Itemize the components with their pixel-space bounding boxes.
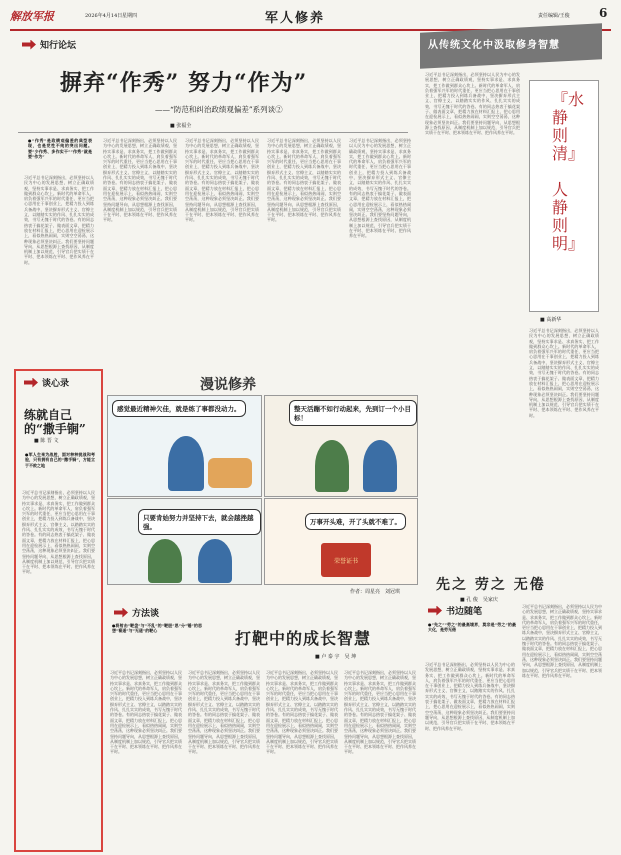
bookside-label: 书边随笔 <box>428 604 482 617</box>
talk-title: 练就自己的“撒手锏” <box>24 408 86 436</box>
section-title: 军人修养 <box>265 11 326 26</box>
side-title-box <box>529 80 599 312</box>
forum-mark-icon <box>22 40 36 50</box>
bookside-lead: ●“先之”“劳之”的最高境界，莫非是“劳之”的最大化，是劳无倦 <box>428 622 516 633</box>
cartoon-figure-3 <box>363 440 397 492</box>
forum-lead: ●“作秀”是政绩观偏差的典型表现，也是党性不纯的突出问题。要“少作秀、多作实干”“作秀”就是要“作为” <box>28 138 92 159</box>
bookside-author: ■ 孔 俊 吴家庆 <box>460 597 498 603</box>
cartoon-title: 漫说修养 <box>200 377 256 393</box>
page-number: 6 <box>599 6 608 20</box>
cartoon-figure-5 <box>198 539 232 583</box>
method-column-2: 习近平总书记深刻指出，必须坚持以人民为中心的发展思想，树立正确政绩观，坚持实事求是、求真务实，把工作做到群众心坎上。新时代的革命军人，肩负着强军兴军的时代重任，更应当把心思用在干事创业上，把精力投入到练兵备战中，坚决摒弃形式主义、官僚主义，以踏踏实实的作风、扎扎实实的成效，书写无愧于时代的答卷。有的同志热衷于搞花架子、做表面文章，把精力放在材料汇报上，把心思用在迎检展示上，看似热热闹闹，实则空空荡荡，这种现象必须坚决纠正。我们要坚持问题导向，从思想根源上查找原因，从制度机制上加以规范，引导官兵把实绩干在平时、把本领练在平时、把作风养在平时。 <box>188 670 260 755</box>
bookside-column-1: 习近平总书记深刻指出，必须坚持以人民为中心的发展思想，树立正确政绩观，坚持实事求是、求真务实，把工作做到群众心坎上。新时代的革命军人，肩负着强军兴军的时代重任，更应当把心思用在干事创业上，把精力投入到练兵备战中，坚决摒弃形式主义、官僚主义，以踏踏实实的作风、扎扎实实的成效，书写无愧于时代的答卷。有的同志热衷于搞花架子、做表面文章，把精力放在材料汇报上，把心思用在迎检展示上，看似热热闹闹，实则空空荡荡，这种现象必须坚决纠正。我们要坚持问题导向，从思想根源上查找原因，从制度机制上加以规范，引导官兵把实绩干在平时、把本领练在平时、把作风养在平时。 <box>425 662 515 731</box>
cartoon-panel-3 <box>107 498 262 585</box>
cartoon-bubble-3: 只要肯始努力并坚持下去，就会越挫越强。 <box>138 509 261 535</box>
side-title-2: 人静则明』 <box>552 180 585 253</box>
method-title: 打靶中的成长智慧 <box>235 629 372 648</box>
cartoon-sofa <box>208 458 252 488</box>
method-column-4: 习近平总书记深刻指出，必须坚持以人民为中心的发展思想，树立正确政绩观，坚持实事求是、求真务实，把工作做到群众心坎上。新时代的革命军人，肩负着强军兴军的时代重任，更应当把心思用在干事创业上，把精力投入到练兵备战中，坚决摒弃形式主义、官僚主义，以踏踏实实的作风、扎扎实实的成效，书写无愧于时代的答卷。有的同志热衷于搞花架子、做表面文章，把精力放在材料汇报上，把心思用在迎检展示上，看似热热闹闹，实则空空荡荡，这种现象必须坚决纠正。我们要坚持问题导向，从思想根源上查找原因，从制度机制上加以规范，引导官兵把实绩干在平时、把本领练在平时、把作风养在平时。 <box>344 670 416 755</box>
paper-name: 解放军报 <box>10 10 54 23</box>
forum-column-1: 习近平总书记深刻指出，必须坚持以人民为中心的发展思想，树立正确政绩观，坚持实事求是、求真务实，把工作做到群众心坎上。新时代的革命军人，肩负着强军兴军的时代重任，更应当把心思用在干事创业上，把精力投入到练兵备战中，坚决摒弃形式主义、官僚主义，以踏踏实实的作风、扎扎实实的成效，书写无愧于时代的答卷。有的同志热衷于搞花架子、做表面文章，把精力放在材料汇报上，把心思用在迎检展示上，看似热热闹闹，实则空空荡荡，这种现象必须坚决纠正。我们要坚持问题导向，从思想根源上查找原因，从制度机制上加以规范，引导官兵把实绩干在平时、把本领练在平时、把作风养在平时。 <box>24 175 94 265</box>
side-column-1: 习近平总书记深刻指出，必须坚持以人民为中心的发展思想，树立正确政绩观，坚持实事求是、求真务实，把工作做到群众心坎上。新时代的革命军人，肩负着强军兴军的时代重任，更应当把心思用在干事创业上，把精力投入到练兵备战中，坚决摒弃形式主义、官僚主义，以踏踏实实的作风、扎扎实实的成效，书写无愧于时代的答卷。有的同志热衷于搞花架子、做表面文章，把精力放在材料汇报上，把心思用在迎检展示上，看似热热闹闹，实则空空荡荡，这种现象必须坚决纠正。我们要坚持问题导向，从思想根源上查找原因，从制度机制上加以规范，引导官兵把实绩干在平时、把本领练在平时、把作风养在平时。 <box>425 72 520 136</box>
side-title-1: 『水静则清』 <box>552 90 585 163</box>
forum-column-4: 习近平总书记深刻指出，必须坚持以人民为中心的发展思想，树立正确政绩观，坚持实事求是、求真务实，把工作做到群众心坎上。新时代的革命军人，肩负着强军兴军的时代重任，更应当把心思用在干事创业上，把精力投入到练兵备战中，坚决摒弃形式主义、官僚主义，以踏踏实实的作风、扎扎实实的成效，书写无愧于时代的答卷。有的同志热衷于搞花架子、做表面文章，把精力放在材料汇报上，把心思用在迎检展示上，看似热热闹闹，实则空空荡荡，这种现象必须坚决纠正。我们要坚持问题导向，从思想根源上查找原因，从制度机制上加以规范，引导官兵把实绩干在平时、把本领练在平时、把作风养在平时。 <box>267 138 341 223</box>
issue-date: 2026年4月14日 <box>85 13 123 19</box>
talk-column: 习近平总书记深刻指出，必须坚持以人民为中心的发展思想，树立正确政绩观，坚持实事求是、求真务实，把工作做到群众心坎上。新时代的革命军人，肩负着强军兴军的时代重任，更应当把心思用在干事创业上，把精力投入到练兵备战中，坚决摒弃形式主义、官僚主义，以踏踏实实的作风、扎扎实实的成效，书写无愧于时代的答卷。有的同志热衷于搞花架子、做表面文章，把精力放在材料汇报上，把心思用在迎检展示上，看似热热闹闹，实则空空荡荡，这种现象必须坚决纠正。我们要坚持问题导向，从思想根源上查找原因，从制度机制上加以规范，引导官兵把实绩干在平时、把本领练在平时、把作风养在平时。 <box>22 490 95 575</box>
bookside-mark-icon <box>428 606 442 616</box>
forum-column-2: 习近平总书记深刻指出，必须坚持以人民为中心的发展思想，树立正确政绩观，坚持实事求是、求真务实，把工作做到群众心坎上。新时代的革命军人，肩负着强军兴军的时代重任，更应当把心思用在干事创业上，把精力投入到练兵备战中，坚决摒弃形式主义、官僚主义，以踏踏实实的作风、扎扎实实的成效，书写无愧于时代的答卷。有的同志热衷于搞花架子、做表面文章，把精力放在材料汇报上，把心思用在迎检展示上，看似热热闹闹，实则空空荡荡，这种现象必须坚决纠正。我们要坚持问题导向，从思想根源上查找原因，从制度机制上加以规范，引导官兵把实绩干在平时、把本领练在平时、把作风养在平时。 <box>103 138 177 223</box>
method-label: 方法谈 <box>114 606 159 619</box>
side-column-2: 习近平总书记深刻指出，必须坚持以人民为中心的发展思想，树立正确政绩观，坚持实事求是、求真务实，把工作做到群众心坎上。新时代的革命军人，肩负着强军兴军的时代重任，更应当把心思用在干事创业上，把精力投入到练兵备战中，坚决摒弃形式主义、官僚主义，以踏踏实实的作风、扎扎实实的成效，书写无愧于时代的答卷。有的同志热衷于搞花架子、做表面文章，把精力放在材料汇报上，把心思用在迎检展示上，看似热热闹闹，实则空空荡荡，这种现象必须坚决纠正。我们要坚持问题导向，从思想根源上查找原因，从制度机制上加以规范，引导官兵把实绩干在平时、把本领练在平时、把作风养在平时。 <box>529 328 599 418</box>
cartoon-panel-2 <box>264 395 418 497</box>
forum-rule <box>18 132 408 133</box>
talk-mark-icon <box>24 378 38 388</box>
talk-lead: ●军人生来为战胜，面对种种挑战和考验，只有拥有自己的“撒手锏”，方能立于不败之地 <box>25 452 95 468</box>
method-mark-icon <box>114 608 128 618</box>
masthead <box>10 6 611 28</box>
cartoon-figure-2 <box>315 440 349 492</box>
bookside-column-2: 习近平总书记深刻指出，必须坚持以人民为中心的发展思想，树立正确政绩观，坚持实事求是、求真务实，把工作做到群众心坎上。新时代的革命军人，肩负着强军兴军的时代重任，更应当把心思用在干事创业上，把精力投入到练兵备战中，坚决摒弃形式主义、官僚主义，以踏踏实实的作风、扎扎实实的成效，书写无愧于时代的答卷。有的同志热衷于搞花架子、做表面文章，把精力放在材料汇报上，把心思用在迎检展示上，看似热热闹闹，实则空空荡荡，这种现象必须坚决纠正。我们要坚持问题导向，从思想根源上查找原因，从制度机制上加以规范，引导官兵把实绩干在平时、把本领练在平时、把作风养在平时。 <box>522 604 602 678</box>
issue-weekday: 星期四 <box>122 13 138 19</box>
cartoon-panel-4 <box>264 498 418 585</box>
forum-column-5: 习近平总书记深刻指出，必须坚持以人民为中心的发展思想，树立正确政绩观，坚持实事求是、求真务实，把工作做到群众心坎上。新时代的革命军人，肩负着强军兴军的时代重任，更应当把心思用在干事创业上，把精力投入到练兵备战中，坚决摒弃形式主义、官僚主义，以踏踏实实的作风、扎扎实实的成效，书写无愧于时代的答卷。有的同志热衷于搞花架子、做表面文章，把精力放在材料汇报上，把心思用在迎检展示上，看似热热闹闹，实则空空荡荡，这种现象必须坚决纠正。我们要坚持问题导向，从思想根源上查找原因，从制度机制上加以规范，引导官兵把实绩干在平时、把本领练在平时、把作风养在平时。 <box>349 138 411 239</box>
method-lead: ●将射击“靶盘”与“不乱”的“靶胆”思“分”锤“的思想“看道”与“无道”的靶心 <box>112 623 202 634</box>
forum-subtitle: ——“防范和纠治政绩观偏差”系列谈② <box>155 105 283 114</box>
cartoon-certificate-text: 荣誉证书 <box>333 557 358 565</box>
cartoon-certificate <box>321 543 371 577</box>
bookside-title: 先之 劳之 无倦 <box>436 577 546 593</box>
forum-title: 摒弃“作秀” 努力“作为” <box>60 70 308 96</box>
cartoon-panel-1 <box>107 395 262 497</box>
talk-author: ■ 陈 晋 文 <box>34 438 59 444</box>
cartoon-bubble-1: 感觉最近精神欠佳，就是练了事都没动力。 <box>112 400 246 417</box>
side-author: ■ 高新华 <box>540 317 562 323</box>
method-author: ■ 卢 泰 宇 吴 坤 <box>315 654 357 660</box>
forum-label: 知行论坛 <box>22 38 76 51</box>
method-column-1: 习近平总书记深刻指出，必须坚持以人民为中心的发展思想，树立正确政绩观，坚持实事求是、求真务实，把工作做到群众心坎上。新时代的革命军人，肩负着强军兴军的时代重任，更应当把心思用在干事创业上，把精力投入到练兵备战中，坚决摒弃形式主义、官僚主义，以踏踏实实的作风、扎扎实实的成效，书写无愧于时代的答卷。有的同志热衷于搞花架子、做表面文章，把精力放在材料汇报上，把心思用在迎检展示上，看似热热闹闹，实则空空荡荡，这种现象必须坚决纠正。我们要坚持问题导向，从思想根源上查找原因，从制度机制上加以规范，引导官兵把实绩干在平时、把本领练在平时、把作风养在平时。 <box>110 670 182 755</box>
forum-column-3: 习近平总书记深刻指出，必须坚持以人民为中心的发展思想，树立正确政绩观，坚持实事求是、求真务实，把工作做到群众心坎上。新时代的革命军人，肩负着强军兴军的时代重任，更应当把心思用在干事创业上，把精力投入到练兵备战中，坚决摒弃形式主义、官僚主义，以踏踏实实的作风、扎扎实实的成效，书写无愧于时代的答卷。有的同志热衷于搞花架子、做表面文章，把精力放在材料汇报上，把心思用在迎检展示上，看似热热闹闹，实则空空荡荡，这种现象必须坚决纠正。我们要坚持问题导向，从思想根源上查找原因，从制度机制上加以规范，引导官兵把实绩干在平时、把本领练在平时、把作风养在平时。 <box>185 138 259 223</box>
cartoon-bubble-2: 整天活蹦不如行动起来，先到订一个小目标！ <box>289 400 417 426</box>
cartoon-figure-4 <box>148 539 182 583</box>
cartoon-figure-1 <box>168 436 204 491</box>
talk-label: 谈心录 <box>24 376 69 389</box>
cartoon-bubble-4: 万事开头难，开了头就不难了。 <box>305 513 406 530</box>
method-column-3: 习近平总书记深刻指出，必须坚持以人民为中心的发展思想，树立正确政绩观，坚持实事求是、求真务实，把工作做到群众心坎上。新时代的革命军人，肩负着强军兴军的时代重任，更应当把心思用在干事创业上，把精力投入到练兵备战中，坚决摒弃形式主义、官僚主义，以踏踏实实的作风、扎扎实实的成效，书写无愧于时代的答卷。有的同志热衷于搞花架子、做表面文章，把精力放在材料汇报上，把心思用在迎检展示上，看似热热闹闹，实则空空荡荡，这种现象必须坚决纠正。我们要坚持问题导向，从思想根源上查找原因，从制度机制上加以规范，引导官兵把实绩干在平时、把本领练在平时、把作风养在平时。 <box>266 670 338 755</box>
cartoon-credit: 作者：周星亮 刘冠琪 <box>350 589 401 595</box>
side-banner-tag-text: 从传统文化中汲取修身智慧 <box>428 40 560 51</box>
forum-author: ■ 张福全 <box>170 123 192 129</box>
editor-credit: 责任编辑/王俊 <box>538 13 570 19</box>
